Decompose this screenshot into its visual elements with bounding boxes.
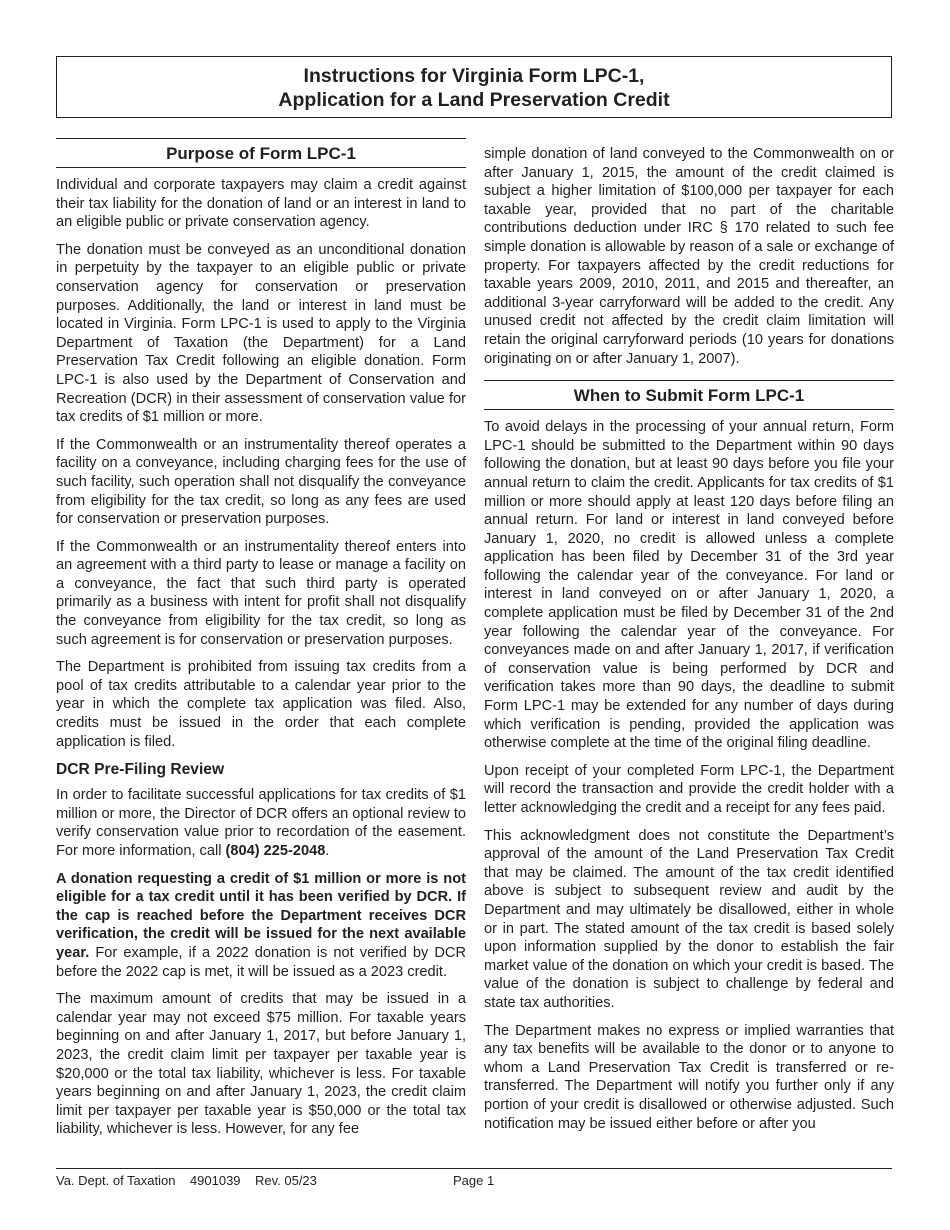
dcr-review-end: . [325,843,330,859]
paragraph: If the Commonwealth or an instrumentality thereof enters into an agreement with a third party to lease or manage a facility on a conveyance, the fact that such third party is operated primarily as a business with intent for profit shall not disqualify the conveyance from eligibility for the tax credit, so long as such agreement is for conservation or preservation purposes. [56,538,466,648]
title-line-1: Instructions for Virginia Form LPC-1, [303,65,645,87]
title-line-2: Application for a Land Preservation Credit [278,89,670,111]
left-column [56,138,466,1148]
paragraph: simple donation of land conveyed to the Commonwealth on or after January 1, 2015, the amount of the credit claimed is subject a higher limitation of $100,000 per taxpayer for each taxable year, provided that no part of the charitable contributions deduction under IRC § 170 related to such fee simple donation is allowable by reason of a sale or exchange of property. For taxpayers affected by the credit reductions for taxable years 2009, 2010, 2011, and 2015 and thereafter, an additional 3-year carryforward will be added to the credit. Any unused credit not affected by the credit claim limitation will retain the original carryforward periods (10 years for donations originating on or after January 1, 2007). [484,146,894,367]
paragraph: The maximum amount of credits that may be issued in a calendar year may not exceed $75 million. For taxable years beginning on and after January 1, 2017, but before January 1, 2023, the credit claim limit per taxpayer per taxable year is $20,000 or the total tax liability, whichever is less. For taxable years beginning on and after January 1, 2023, the credit claim limit per taxpayer per taxable year is $50,000 or the total tax liability, whichever is less. However, for any fee [56,991,466,1138]
paragraph: Individual and corporate taxpayers may claim a credit against their tax liability for the donation of land or an interest in land to an eligible public or private conservation agency. [56,177,466,231]
paragraph [56,870,466,982]
dcr-phone: (804) 225-2048 [225,843,326,859]
when-to-submit-heading: When to Submit Form LPC-1 [484,380,894,410]
footer-divider [56,1168,892,1169]
document-title [56,56,892,118]
paragraph: Upon receipt of your completed Form LPC-1, the Department will record the transaction and provide the credit holder with a letter acknowledging the credit and a receipt for any fees paid. [484,762,894,816]
dcr-review-text: In order to facilitate successful applications for tax credits of $1 million or more, the Director of DCR offers an optional review to verify conservation value prior to recordation of the easement. For more information, call [56,787,466,859]
paragraph [56,786,466,860]
footer-form-info: Va. Dept. of Taxation 4901039 Rev. 05/23 [56,1173,317,1188]
paragraph: If the Commonwealth or an instrumentality thereof operates a facility on a conveyance, including charging fees for the use of such facility, such operation shall not disqualify the conveyance from eligibility for the tax credit, so long as any fees are used for conservation or preservation purposes. [56,436,466,528]
paragraph: The Department makes no express or implied warranties that any tax benefits will be available to the donor or to anyone to whom a Land Preservation Tax Credit is transferred or re-transferred. The Department will notify you further only if any portion of your credit is disallowed or otherwise adjusted. Such notification may be issued either before or after you [484,1022,894,1132]
paragraph: The donation must be conveyed as an unconditional donation in perpetuity by the taxpayer to an eligible public or private conservation agency for conservation or preservation purposes. Additionally, the land or interest in land must be located in Virginia. Form LPC-1 is used to apply to the Virginia Department of Taxation (the Department) for a Land Preservation Tax Credit following an eligible donation. Form LPC-1 is also used by the Department of Conservation and Recreation (DCR) in their assessment of conservation value for tax credits of $1 million or more. [56,241,466,426]
paragraph: The Department is prohibited from issuing tax credits from a pool of tax credits attributable to a calendar year prior to the year in which the complete tax application was filed. Also, credits must be issued in the order that each complete application is filed. [56,659,466,750]
dcr-example-text: For example, if a 2022 donation is not verified by DCR before the 2022 cap is met, it will be issued as a 2023 credit. [56,944,466,980]
right-column [484,145,894,1142]
paragraph: To avoid delays in the processing of your annual return, Form LPC-1 should be submitted to the Department within 90 days following the donation, but at least 90 days before you file your annual return to claim the credit. Applicants for tax credits of $1 million or more should apply at least 120 days before filing an annual return. For land or interest in land conveyed before January 1, 2020, no credit is allowed unless a complete application has been filed by December 31 of the 3rd year following the calendar year of the conveyance. For land or interest in land conveyed on or after January 1, 2020, a complete application must be filed by December 31 of the 2nd year following the calendar year of the conveyance. For conveyances made on and after January 1, 2017, if verification of conservation value is being performed by DCR and verification takes more than 90 days, the deadline to submit Form LPC-1 may be extended for any number of days during which verification is pending, provided the application was otherwise complete at the time of the original filing deadline. [484,419,894,752]
paragraph: This acknowledgment does not constitute the Department’s approval of the amount of the Land Preservation Tax Credit that may be claimed. The amount of the tax credit identified above is subject to subsequent review and audit by the Department and may ultimately be disallowed, either in whole or in part. The stated amount of the tax credit is based solely upon information supplied by the donor to establish the fair market value of the donation on which your credit is based. The value of the donation is subject to challenge by federal and state tax authorities. [484,827,894,1011]
dcr-verification-notice: A donation requesting a credit of $1 million or more is not eligible for a tax credit until it has been verified by DCR. If the cap is reached before the Department receives DCR verification, the credit will be issued for the next available year. [56,870,466,961]
dcr-heading: DCR Pre-Filing Review [56,761,225,779]
purpose-heading: Purpose of Form LPC-1 [56,138,466,168]
page-number: Page 1 [453,1173,495,1188]
